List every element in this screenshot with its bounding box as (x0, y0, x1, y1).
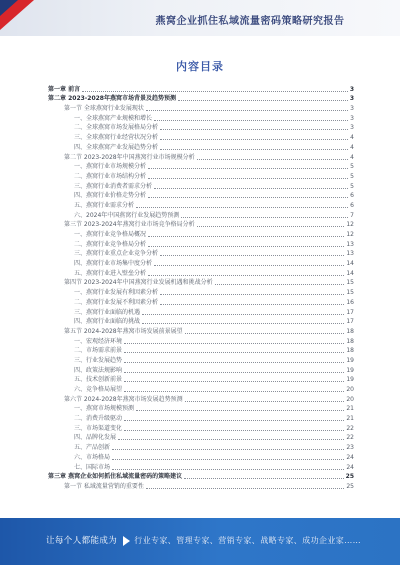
dot-leader (160, 128, 348, 130)
toc-entry-page: 22 (346, 424, 354, 432)
toc-entry-title: 二、全球燕窝市场发展格局分析 (74, 124, 159, 132)
toc-entry-page: 19 (346, 366, 354, 374)
toc-entry-page: 3 (350, 114, 354, 122)
toc-entry-title: 四、政策法规影响 (74, 366, 123, 374)
dot-leader (142, 322, 344, 324)
dot-leader (124, 342, 344, 344)
toc-entry-page: 25 (345, 473, 354, 481)
toc-entry-title: 第一节 全球燕窝行业发展现状 (64, 105, 144, 113)
dot-leader (146, 487, 344, 489)
dot-leader (154, 119, 348, 121)
toc-entry-title: 一、燕窝行业竞争格局概况 (74, 231, 147, 238)
dot-leader (136, 409, 344, 411)
toc-entry-title: 四、燕窝行业面临的挑战 (74, 318, 141, 326)
toc-entry-title: 五、技术创新前景 (74, 376, 123, 384)
dot-leader (112, 448, 344, 450)
toc-entry[interactable] (48, 258, 354, 268)
dot-leader (124, 371, 344, 373)
dot-leader (112, 468, 344, 470)
dot-leader (142, 313, 344, 315)
toc-entry-title: 三、行业发展趋势 (74, 356, 123, 364)
toc-entry[interactable] (48, 229, 354, 239)
toc-entry[interactable] (48, 123, 354, 133)
toc-entry-page: 4 (350, 134, 354, 142)
toc-entry-title: 第二节 2023-2028年中国燕窝行业市场规模分析 (64, 153, 195, 161)
toc-entry-title: 三、市场渠道变化 (74, 424, 123, 432)
toc-entry-title: 三、燕窝行业面临的机遇 (74, 308, 141, 316)
toc-entry[interactable] (48, 200, 354, 210)
toc-entry-title: 五、燕窝行业需求分析 (74, 201, 135, 209)
toc-entry-title: 第三章 燕窝企业如何抓住私域流量密码的策略建议 (48, 473, 183, 481)
toc-entry-title: 一、宏观经济环境 (74, 337, 123, 345)
toc-entry-page: 24 (346, 463, 354, 471)
toc-entry[interactable] (48, 113, 354, 123)
toc-entry-title: 一、燕窝市场规模预测 (74, 405, 135, 413)
toc-entry-title: 二、燕窝行业竞争格局分析 (74, 240, 147, 248)
dot-leader (124, 390, 344, 392)
dot-leader (148, 167, 348, 169)
toc-entry-page: 18 (346, 347, 354, 355)
toc-entry[interactable] (48, 239, 354, 249)
toc-entry-page: 12 (346, 221, 354, 229)
table-of-contents (48, 84, 354, 491)
dot-leader (148, 177, 348, 179)
toc-entry-page: 6 (350, 201, 354, 209)
toc-entry-page: 5 (350, 182, 354, 190)
dot-leader (154, 264, 344, 266)
toc-entry[interactable] (48, 355, 354, 365)
toc-entry[interactable] (48, 94, 354, 104)
toc-entry-title: 一、燕窝行业市场规模分析 (74, 163, 147, 171)
toc-entry-title: 七、国际市场 (74, 463, 111, 471)
toc-entry-page: 13 (346, 240, 354, 248)
dot-leader (118, 438, 344, 440)
toc-heading: 内容目录 (176, 60, 224, 73)
toc-entry-page: 7 (350, 211, 354, 219)
toc-entry-title: 第五节 2024-2028年燕窝市场发展前景展望 (64, 327, 183, 335)
dot-leader (148, 274, 344, 276)
toc-entry[interactable] (48, 404, 354, 414)
dot-leader (124, 419, 344, 421)
toc-entry[interactable] (48, 297, 354, 307)
toc-entry-title: 第四节 2023-2024年中国燕窝行业发展机遇和挑战分析 (64, 279, 213, 287)
toc-entry[interactable] (48, 210, 354, 220)
toc-entry-title: 一、全球燕窝产业规模和增长 (74, 114, 153, 122)
footer-slogan (46, 534, 386, 546)
toc-entry[interactable] (48, 84, 354, 94)
toc-entry-page: 16 (346, 298, 354, 306)
toc-entry-page: 4 (350, 153, 354, 161)
toc-entry[interactable] (48, 249, 354, 259)
toc-entry-title: 六、竞争格局展望 (74, 386, 123, 393)
toc-entry-page: 21 (346, 405, 354, 413)
toc-entry-page: 17 (346, 318, 354, 326)
toc-entry-page: 20 (346, 386, 354, 393)
toc-entry[interactable] (48, 326, 354, 336)
toc-entry-page: 14 (346, 269, 354, 277)
dot-leader (197, 158, 349, 160)
toc-entry-title: 第二章 2023-2028年燕窝市场背景及趋势预测 (48, 95, 176, 103)
dot-leader (178, 99, 348, 101)
toc-entry-page: 24 (346, 453, 354, 461)
dot-leader (184, 477, 344, 479)
toc-entry-title: 第一章 前言 (48, 85, 81, 93)
toc-entry[interactable] (48, 317, 354, 327)
toc-entry[interactable] (48, 191, 354, 201)
dot-leader (160, 293, 344, 295)
toc-entry-page: 3 (350, 124, 354, 132)
dot-leader (124, 380, 344, 382)
dot-leader (148, 245, 344, 247)
dot-leader (82, 90, 348, 92)
dot-leader (148, 235, 344, 237)
toc-entry[interactable] (48, 384, 354, 394)
toc-entry[interactable] (48, 171, 354, 181)
toc-entry[interactable] (48, 423, 354, 433)
toc-entry-title: 四、燕窝行业价格走势分析 (74, 192, 147, 200)
toc-entry-page: 21 (346, 415, 354, 423)
toc-entry[interactable] (48, 472, 354, 482)
chevron-right-icon (123, 536, 130, 546)
toc-entry-page: 18 (346, 327, 354, 335)
toc-entry[interactable] (48, 287, 354, 297)
toc-entry-page: 20 (346, 395, 354, 403)
dot-leader (124, 429, 344, 431)
toc-entry-title: 三、燕窝行业重点企业竞争分析 (74, 250, 159, 258)
toc-entry[interactable] (48, 278, 354, 288)
toc-entry-page: 14 (346, 260, 354, 268)
corner-accent-blue (0, 0, 18, 16)
toc-entry[interactable] (48, 142, 354, 152)
dot-leader (136, 206, 348, 208)
dot-leader (160, 254, 344, 256)
toc-entry-page: 25 (346, 482, 354, 490)
toc-entry-title: 六、市场格局 (74, 453, 111, 461)
dot-leader (146, 109, 348, 111)
toc-entry-page: 5 (350, 163, 354, 171)
dot-leader (181, 216, 348, 218)
dot-leader (160, 148, 348, 150)
toc-entry-page: 12 (346, 231, 354, 238)
toc-entry-page: 3 (349, 85, 354, 93)
toc-entry[interactable] (48, 103, 354, 113)
toc-entry-page: 5 (350, 172, 354, 180)
toc-entry-page: 15 (346, 279, 354, 287)
toc-entry-page: 6 (350, 192, 354, 200)
dot-leader (124, 361, 344, 363)
toc-entry[interactable] (48, 307, 354, 317)
footer-banner (0, 518, 400, 565)
toc-entry-page: 4 (350, 143, 354, 151)
toc-entry-title: 第三节 2023-2024年燕窝行业市场竞争格局分析 (64, 221, 195, 229)
toc-entry-title: 五、燕窝行业进入壁垒分析 (74, 269, 147, 277)
dot-leader (124, 351, 344, 353)
toc-entry-title: 二、燕窝行业发展不利因素分析 (74, 298, 159, 306)
toc-entry[interactable] (48, 462, 354, 472)
toc-entry-page: 23 (346, 444, 354, 452)
toc-entry-title: 三、燕窝行业消费者需求分析 (74, 182, 153, 190)
toc-entry-title: 第六节 2024-2028年燕窝市场发展趋势预测 (64, 395, 183, 403)
toc-entry[interactable] (48, 433, 354, 443)
toc-entry-page: 3 (349, 95, 354, 103)
toc-entry-title: 二、燕窝行业市场结构分析 (74, 172, 147, 180)
toc-entry[interactable] (48, 481, 354, 491)
toc-entry[interactable] (48, 181, 354, 191)
toc-entry-page: 13 (346, 250, 354, 258)
toc-entry-title: 第一节 私域流量营销的重要性 (64, 482, 144, 490)
dot-leader (185, 332, 345, 334)
toc-entry-page: 3 (350, 105, 354, 113)
dot-leader (148, 196, 348, 198)
dot-leader (185, 400, 345, 402)
dot-leader (215, 283, 345, 285)
toc-entry[interactable] (48, 346, 354, 356)
toc-entry-title: 二、消费升级驱动 (74, 415, 123, 423)
toc-entry[interactable] (48, 162, 354, 172)
toc-entry[interactable] (48, 336, 354, 346)
toc-entry-page: 17 (346, 308, 354, 316)
report-title: 燕窝企业抓住私域流量密码策略研究报告 (155, 16, 345, 27)
toc-entry-title: 四、品牌化发展 (74, 434, 117, 442)
toc-entry[interactable] (48, 394, 354, 404)
toc-entry-page: 22 (346, 434, 354, 442)
toc-entry-title: 三、全球燕窝行业经营状况分析 (74, 134, 159, 142)
toc-entry-page: 15 (346, 289, 354, 297)
toc-entry-page: 18 (346, 337, 354, 345)
toc-entry[interactable] (48, 452, 354, 462)
dot-leader (112, 458, 344, 460)
toc-entry[interactable] (48, 220, 354, 230)
toc-entry[interactable] (48, 375, 354, 385)
toc-entry-page: 19 (346, 376, 354, 384)
footer-lead: 让每个人都能成为 (46, 536, 118, 546)
toc-entry[interactable] (48, 442, 354, 452)
toc-entry-title: 六、2024年中国燕窝行业发展趋势预测 (74, 211, 180, 219)
toc-entry[interactable] (48, 268, 354, 278)
toc-entry[interactable] (48, 132, 354, 142)
toc-entry[interactable] (48, 413, 354, 423)
dot-leader (160, 303, 344, 305)
toc-entry-title: 五、产品创新 (74, 444, 111, 452)
toc-entry-title: 四、全球燕窝产业发展趋势分析 (74, 143, 159, 151)
toc-entry[interactable] (48, 365, 354, 375)
toc-entry[interactable] (48, 152, 354, 162)
dot-leader (197, 225, 345, 227)
toc-entry-title: 四、燕窝行业市场集中度分析 (74, 260, 153, 268)
dot-leader (160, 138, 348, 140)
footer-roles: 行业专家、管理专家、营销专家、战略专家、成功企业家…… (134, 536, 362, 545)
toc-entry-page: 19 (346, 356, 354, 364)
toc-entry-title: 二、市场需求前景 (74, 347, 123, 355)
dot-leader (154, 187, 348, 189)
toc-entry-title: 一、燕窝行业发展有利因素分析 (74, 289, 159, 297)
